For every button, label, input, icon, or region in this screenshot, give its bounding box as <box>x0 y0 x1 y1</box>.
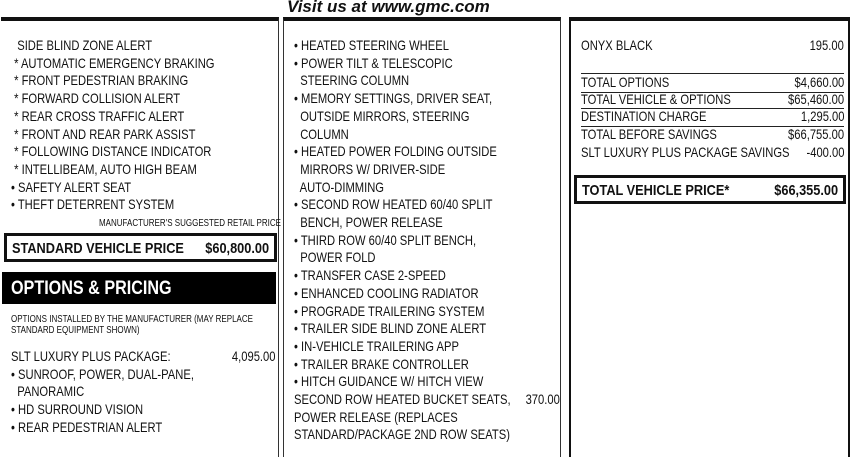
list-item: * FOLLOWING DISTANCE INDICATOR <box>11 143 212 160</box>
list-item: POWER FOLD <box>294 249 376 266</box>
list-item: SIDE BLIND ZONE ALERT <box>11 37 153 53</box>
list-item: • THIRD ROW 60/40 SPLIT BENCH, <box>294 231 477 248</box>
msrp-label: MANUFACTURER'S SUGGESTED RETAIL PRICE <box>99 218 281 229</box>
list-item: * FRONT AND REAR PARK ASSIST <box>11 125 196 142</box>
item-price: $66,755.00 <box>787 126 844 143</box>
list-item: • IN-VEHICLE TRAILERING APP <box>294 337 459 354</box>
list-item: STEERING COLUMN <box>294 72 410 89</box>
list-item: * FORWARD COLLISION ALERT <box>11 90 181 107</box>
list-item: STANDARD/PACKAGE 2ND ROW SEATS) <box>294 426 510 443</box>
list-item: • HEATED STEERING WHEEL <box>294 37 449 53</box>
list-item: * FRONT PEDESTRIAN BRAKING <box>11 72 189 89</box>
color-option: ONYX BLACK 195.00 <box>581 37 844 53</box>
list-item: • HITCH GUIDANCE W/ HITCH VIEW <box>294 373 484 390</box>
list-item: • ENHANCED COOLING RADIATOR <box>294 284 479 301</box>
list-item: • HD SURROUND VISION <box>11 401 144 418</box>
list-item: PANORAMIC <box>11 383 85 400</box>
summary-row: TOTAL VEHICLE & OPTIONS $65,460.00 <box>581 91 844 110</box>
total-price-label: TOTAL VEHICLE PRICE* <box>582 182 730 199</box>
list-item: * REAR CROSS TRAFFIC ALERT <box>11 107 185 124</box>
total-price-value: $66,355.00 <box>774 182 838 199</box>
standard-equipment-column <box>1 17 279 457</box>
options-note: STANDARD EQUIPMENT SHOWN) <box>11 325 140 336</box>
options-note: OPTIONS INSTALLED BY THE MANUFACTURER (MAY REPLACE <box>11 314 253 325</box>
summary-row: SLT LUXURY PLUS PACKAGE SAVINGS -400.00 <box>581 143 844 160</box>
summary-row: DESTINATION CHARGE 1,295.00 <box>581 108 844 127</box>
list-item: • SAFETY ALERT SEAT <box>11 178 132 195</box>
list-item: • REAR PEDESTRIAN ALERT <box>11 418 163 435</box>
website-header: Visit us at www.gmc.com <box>287 0 490 16</box>
list-item: BENCH, POWER RELEASE <box>294 214 443 230</box>
item-price: 370.00 <box>525 391 560 407</box>
item-price: $65,460.00 <box>787 90 844 107</box>
list-item: • POWER TILT & TELESCOPIC <box>294 54 453 71</box>
list-item: • SUNROOF, POWER, DUAL-PANE, <box>11 365 194 382</box>
list-item: • PROGRADE TRAILERING SYSTEM <box>294 302 485 319</box>
package-line: SLT LUXURY PLUS PACKAGE: 4,095.00 <box>11 348 275 364</box>
list-item: AUTO-DIMMING <box>294 178 385 195</box>
item-price: -400.00 <box>806 143 844 160</box>
list-item: MIRRORS W/ DRIVER-SIDE <box>294 160 446 177</box>
standard-price-value: $60,800.00 <box>205 240 269 257</box>
list-item: • TRANSFER CASE 2-SPEED <box>294 267 446 284</box>
item-price: $4,660.00 <box>794 74 844 90</box>
list-item: • THEFT DETERRENT SYSTEM <box>11 196 175 213</box>
standard-price-label: STANDARD VEHICLE PRICE <box>12 240 184 257</box>
package-price: 4,095.00 <box>231 348 275 364</box>
item-price: 1,295.00 <box>800 108 844 125</box>
options-pricing-heading: OPTIONS & PRICING <box>2 272 276 304</box>
price-summary-column <box>569 17 850 457</box>
list-item: POWER RELEASE (REPLACES <box>294 408 458 425</box>
list-item: • TRAILER BRAKE CONTROLLER <box>294 355 469 372</box>
list-item: * INTELLIBEAM, AUTO HIGH BEAM <box>11 160 197 177</box>
total-vehicle-price-box <box>574 175 846 204</box>
list-item: • MEMORY SETTINGS, DRIVER SEAT, <box>294 90 493 107</box>
options-column <box>283 17 561 457</box>
list-item: • TRAILER SIDE BLIND ZONE ALERT <box>294 320 487 337</box>
list-item: • SECOND ROW HEATED 60/40 SPLIT <box>294 196 493 213</box>
list-item: * AUTOMATIC EMERGENCY BRAKING <box>11 54 215 71</box>
list-item: OUTSIDE MIRRORS, STEERING <box>294 107 470 124</box>
list-item: • HEATED POWER FOLDING OUTSIDE <box>294 143 497 160</box>
list-item: COLUMN <box>294 125 349 142</box>
list-item: SECOND ROW HEATED BUCKET SEATS, 370.00 <box>294 391 560 407</box>
summary-row: TOTAL BEFORE SAVINGS $66,755.00 <box>581 126 844 143</box>
summary-row: TOTAL OPTIONS $4,660.00 <box>581 73 844 93</box>
standard-vehicle-price-box <box>4 233 277 262</box>
